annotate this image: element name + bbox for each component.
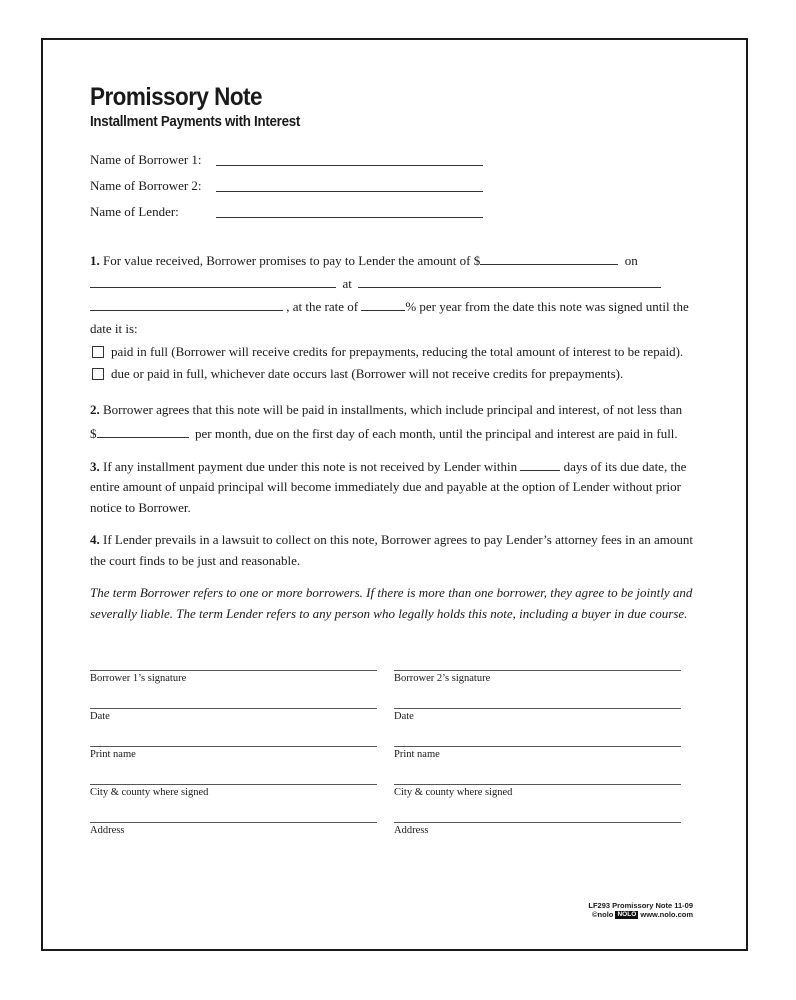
section4-line1: 4. If Lender prevails in a lawsuit to collect on this note, Borrower agrees to pay Lender’s attorney fees in an amount: [90, 532, 693, 547]
borrower2-signature-line[interactable]: [394, 670, 681, 671]
definitions-note-line2: severally liable. The term Lender refers to any person who legally holds this note, including a buyer in due course.: [90, 606, 688, 621]
option2-text: due or paid in full, whichever date occurs last (Borrower will not receive credits for prepayments).: [111, 366, 624, 381]
definitions-note-line1: The term Borrower refers to one or more borrowers. If there is more than one borrower, they agree to be jointly and: [90, 585, 693, 600]
section1-line2: at: [90, 275, 661, 292]
footer-copyright: [592, 910, 693, 919]
option1-text: paid in full (Borrower will receive credits for prepayments, reducing the total amount of interest to be repaid).: [111, 344, 684, 359]
section4-number: 4.: [90, 532, 100, 547]
days-blank[interactable]: [520, 458, 560, 471]
borrower2-city-label: City & county where signed: [394, 787, 513, 798]
borrower2-date-label: Date: [394, 711, 414, 722]
borrower2-city-line[interactable]: [394, 784, 681, 785]
borrower2-signature-label: Borrower 2’s signature: [394, 673, 491, 684]
website-link[interactable]: www.nolo.com: [640, 910, 693, 919]
page-subtitle: Installment Payments with Interest: [90, 114, 301, 130]
borrower1-address-label: Address: [90, 825, 125, 836]
borrower1-date-line[interactable]: [90, 708, 377, 709]
borrower2-printname-line[interactable]: [394, 746, 681, 747]
paid-in-full-checkbox[interactable]: [92, 346, 104, 358]
borrower1-signature-label: Borrower 1’s signature: [90, 673, 187, 684]
form-id: LF293 Promissory Note 11-09: [588, 901, 693, 910]
section4-line2: the court finds to be just and reasonable.: [90, 553, 301, 568]
section1-number: 1.: [90, 253, 100, 268]
installment-blank[interactable]: [97, 425, 189, 438]
lender-label: Name of Lender:: [90, 204, 179, 219]
borrower1-address-line[interactable]: [90, 822, 377, 823]
page-title: Promissory Note: [90, 83, 262, 111]
section1-line4: date it is:: [90, 321, 138, 336]
borrower1-label: Name of Borrower 1:: [90, 152, 202, 167]
rate-blank[interactable]: [361, 298, 405, 311]
due-or-paid-checkbox[interactable]: [92, 368, 104, 380]
section1-line3: , at the rate of % per year from the date this note was signed until the: [90, 298, 689, 315]
section3-line3: notice to Borrower.: [90, 500, 191, 515]
lender-line[interactable]: [216, 217, 483, 218]
borrower1-signature-line[interactable]: [90, 670, 377, 671]
amount-blank[interactable]: [480, 252, 618, 265]
copyright-text: ©nolo: [592, 910, 614, 919]
section2-line2: $ per month, due on the first day of each month, until the principal and interest are paid in full.: [90, 426, 678, 441]
place-blank-2[interactable]: [90, 298, 283, 311]
date-blank[interactable]: [90, 275, 336, 288]
document-page: [41, 38, 748, 951]
nolo-logo: NOLO: [617, 911, 637, 919]
borrower2-address-line[interactable]: [394, 822, 681, 823]
section1-line1: 1. For value received, Borrower promises to pay to Lender the amount of $ on: [90, 253, 638, 268]
borrower1-date-label: Date: [90, 711, 110, 722]
section2-number: 2.: [90, 402, 100, 417]
borrower2-line[interactable]: [216, 191, 483, 192]
borrower2-address-label: Address: [394, 825, 429, 836]
borrower1-printname-line[interactable]: [90, 746, 377, 747]
borrower1-city-line[interactable]: [90, 784, 377, 785]
borrower1-city-label: City & county where signed: [90, 787, 209, 798]
borrower1-printname-label: Print name: [90, 749, 136, 760]
section2-line1: 2. Borrower agrees that this note will be paid in installments, which include principal and interest, of not less than: [90, 402, 683, 417]
borrower1-line[interactable]: [216, 165, 483, 166]
borrower2-printname-label: Print name: [394, 749, 440, 760]
borrower2-date-line[interactable]: [394, 708, 681, 709]
section3-number: 3.: [90, 459, 100, 474]
section3-line2: entire amount of unpaid principal will become immediately due and payable at the option of Lender without prior: [90, 479, 681, 494]
place-blank[interactable]: [358, 275, 661, 288]
section3-line1: 3. If any installment payment due under this note is not received by Lender within days of its due date, the: [90, 459, 687, 474]
borrower2-label: Name of Borrower 2:: [90, 178, 202, 193]
